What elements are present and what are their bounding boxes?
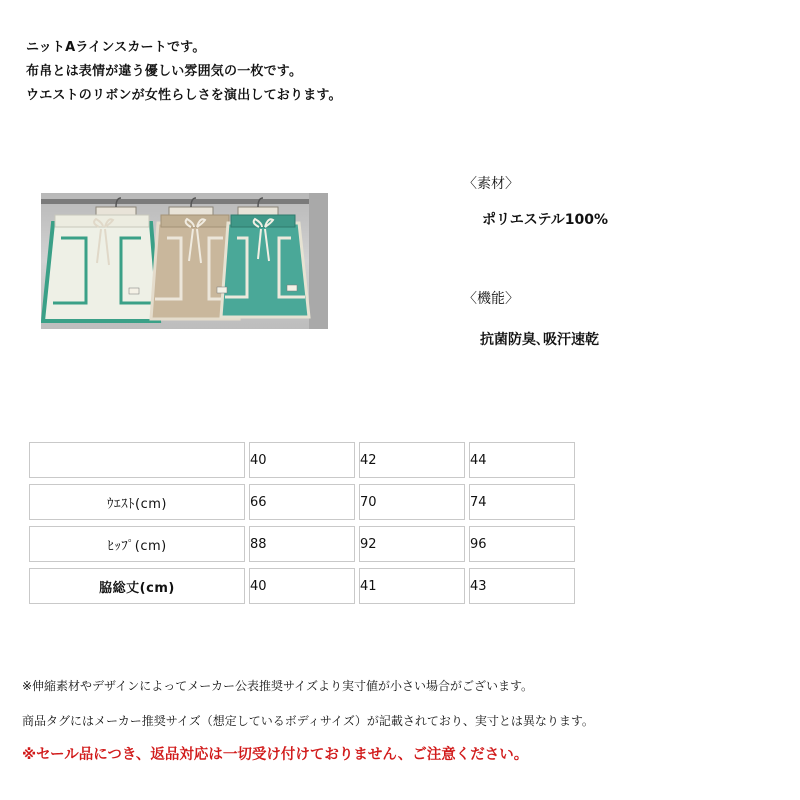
table-cell: 40 bbox=[249, 568, 355, 604]
material-heading: 〈素材〉 bbox=[463, 176, 519, 192]
sale-warning: ※セール品につき、返品対応は一切受け付けておりません、ご注意ください。 bbox=[22, 747, 529, 763]
intro-line: ウエストのリボンが女性らしさを演出しております。 bbox=[26, 88, 342, 103]
table-cell: 92 bbox=[359, 526, 465, 562]
size-table-row-waist bbox=[29, 484, 575, 520]
size-table-corner bbox=[29, 442, 245, 478]
size-header-44: 44 bbox=[469, 442, 575, 478]
size-table-row-hip bbox=[29, 526, 575, 562]
table-cell: 70 bbox=[359, 484, 465, 520]
intro-text bbox=[26, 36, 342, 108]
waist-label: ｳｴｽﾄ(cm) bbox=[29, 484, 245, 520]
table-cell: 66 bbox=[249, 484, 355, 520]
product-photo bbox=[41, 193, 328, 329]
skirts-illustration bbox=[41, 193, 328, 329]
size-table bbox=[25, 436, 579, 610]
table-cell: 41 bbox=[359, 568, 465, 604]
table-cell: 43 bbox=[469, 568, 575, 604]
function-heading: 〈機能〉 bbox=[463, 291, 519, 307]
table-cell: 74 bbox=[469, 484, 575, 520]
length-label: 脇総丈(cm) bbox=[29, 568, 245, 604]
size-table-row-length bbox=[29, 568, 575, 604]
intro-line: ニットAラインスカートです。 bbox=[26, 40, 206, 55]
note-stretch: ※伸縮素材やデザインによってメーカー公表推奨サイズより実寸値が小さい場合がございます。 bbox=[22, 679, 534, 693]
size-header-42: 42 bbox=[359, 442, 465, 478]
hip-label: ﾋｯﾌﾟ(cm) bbox=[29, 526, 245, 562]
size-table-header-row bbox=[29, 442, 575, 478]
function-value: 抗菌防臭､吸汗速乾 bbox=[480, 332, 599, 348]
table-cell: 88 bbox=[249, 526, 355, 562]
table-cell: 96 bbox=[469, 526, 575, 562]
material-value: ポリエステル100% bbox=[482, 212, 608, 228]
size-header-40: 40 bbox=[249, 442, 355, 478]
intro-line: 布帛とは表情が違う優しい雰囲気の一枚です。 bbox=[26, 64, 303, 79]
note-tag: 商品タグにはメーカー推奨サイズ（想定しているボディサイズ）が記載されており、実寸とは異なります。 bbox=[22, 714, 594, 728]
